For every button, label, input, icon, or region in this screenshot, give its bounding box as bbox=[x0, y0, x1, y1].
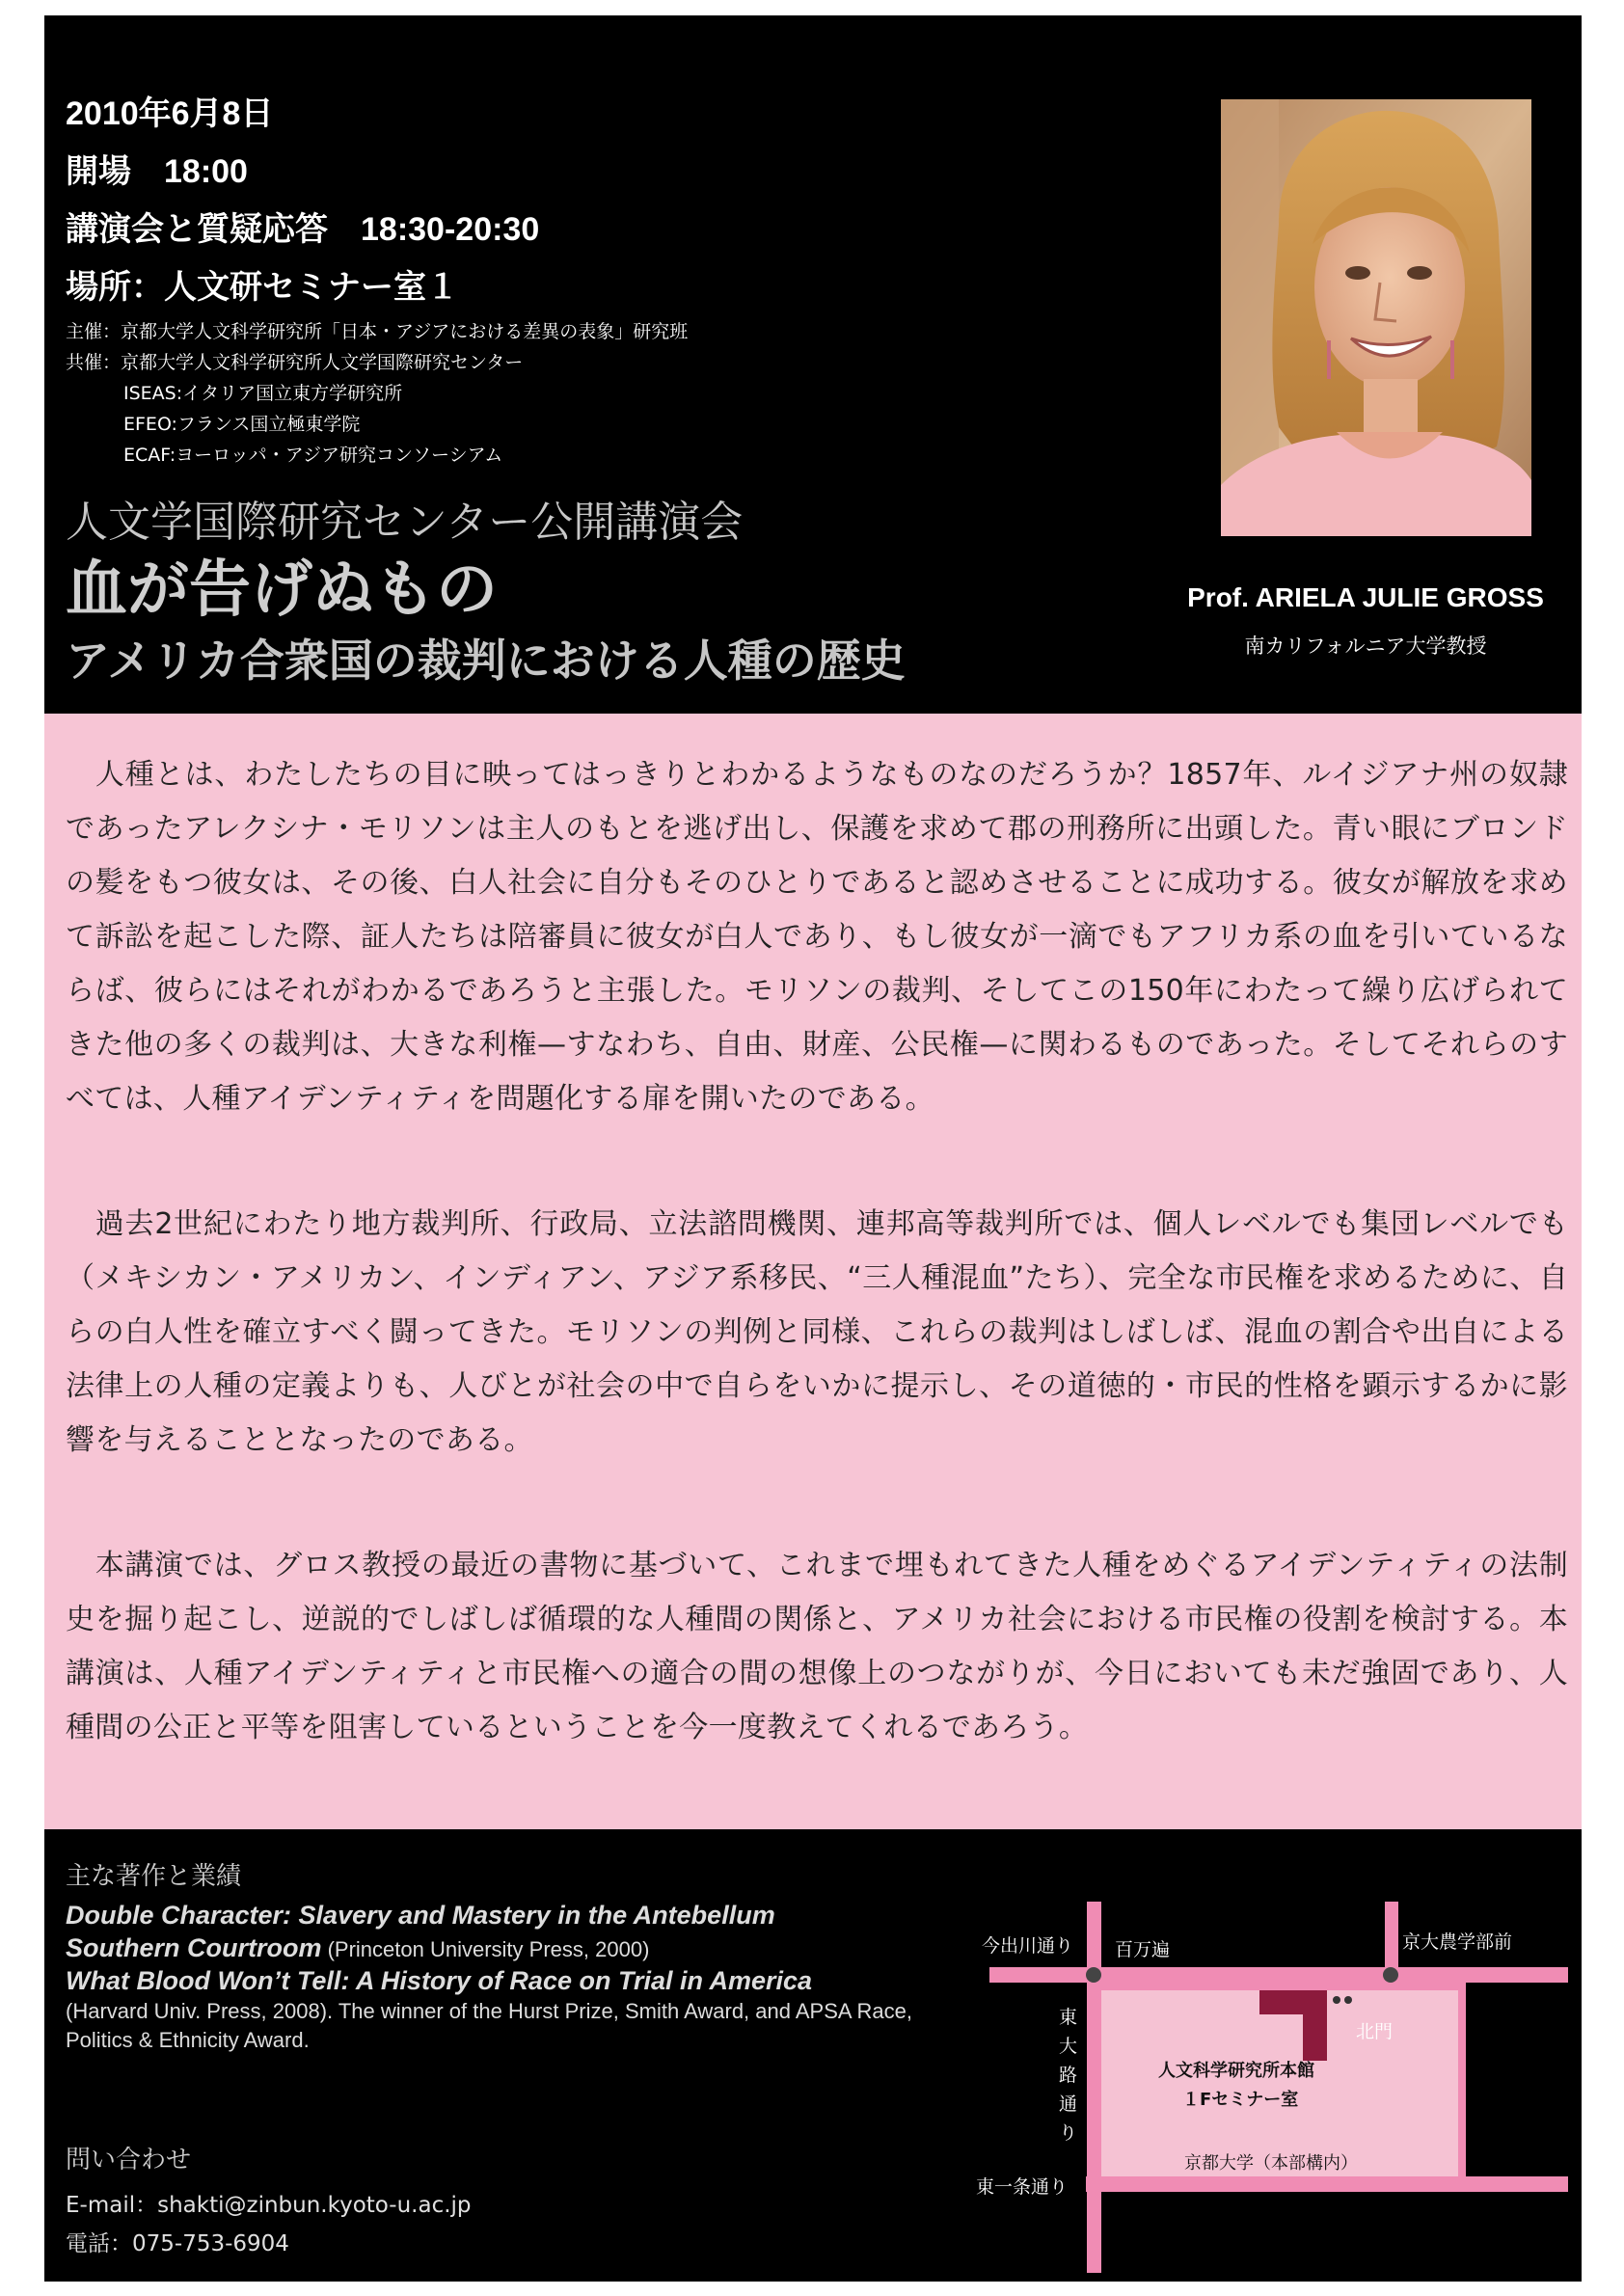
footer-section bbox=[44, 1829, 1582, 2282]
event-open-time: 開場 18:00 bbox=[66, 153, 248, 190]
north-gate-icon bbox=[1333, 1996, 1340, 2004]
label-higashioji-3: 路 bbox=[1059, 2065, 1078, 2086]
speaker-info bbox=[1163, 577, 1568, 665]
label-higashioji-2: 大 bbox=[1059, 2036, 1078, 2057]
partner-iseas: ISEAS:イタリア国立東方学研究所 bbox=[123, 383, 403, 404]
abstract-section bbox=[44, 714, 1582, 1829]
abstract-paragraph: 本講演では、グロス教授の最近の書物に基づいて、これまで埋もれてきた人種をめぐるアイデンティティの法制史を掘り起こし、逆説的でしばしば循環的な人種間の関係と、アメリカ社会における市民権の役割を検討する。本講演は、人種アイデンティティと市民権への適合の間の想像上のつながりが、今日においても未だ強固であり、人種間の公正と平等を阻害しているということを今一度教えてくれるであろう。 bbox=[66, 1549, 1568, 1744]
label-higashioji-4: 通 bbox=[1059, 2093, 1078, 2115]
organizer-host: 主催：京都大学人文科学研究所「日本・アジアにおける差異の表象」研究班 bbox=[66, 321, 689, 342]
event-venue: 場所：人文研セミナー室１ bbox=[66, 269, 459, 306]
label-kitamon: 北門 bbox=[1356, 2021, 1394, 2042]
road-imadegawa bbox=[989, 1967, 1568, 1983]
lecture-title: 血が告げぬもの bbox=[66, 554, 498, 626]
event-date: 2010年6月8日 bbox=[66, 95, 274, 132]
contact-phone: 電話：075-753-6904 bbox=[66, 2231, 289, 2256]
station-hyakumanben-icon bbox=[1086, 1967, 1101, 1983]
lecture-subtitle: アメリカ合衆国の裁判における人種の歴史 bbox=[66, 635, 906, 687]
organizer-cohost: 共催：京都大学人文科学研究所人文学国際研究センター bbox=[66, 352, 524, 373]
speaker-portrait-icon bbox=[1221, 99, 1531, 536]
event-lecture-time: 講演会と質疑応答 18:30-20:30 bbox=[66, 211, 540, 248]
contact-info bbox=[66, 2186, 472, 2263]
label-imadegawa: 今出川通り bbox=[982, 1935, 1074, 1957]
access-map bbox=[970, 1877, 1568, 2282]
speaker-photo bbox=[1221, 99, 1531, 536]
lecture-titles bbox=[66, 496, 906, 690]
station-nougakubu-icon bbox=[1383, 1967, 1398, 1983]
speaker-name: Prof. ARIELA JULIE GROSS bbox=[1187, 582, 1544, 612]
contact-heading: 問い合わせ bbox=[66, 2146, 192, 2174]
event-info bbox=[66, 85, 688, 471]
book2-publisher: (Harvard Univ. Press, 2008). The winner of the Hurst Prize, Smith Award, and APSA Race, Politics & Ethnicity Award. bbox=[66, 1999, 912, 2052]
partner-ecaf: ECAF:ヨーロッパ・アジア研究コンソーシアム bbox=[123, 445, 503, 466]
partner-efeo: EFEO:フランス国立極東学院 bbox=[123, 414, 361, 435]
book1-title-line1: Double Character: Slavery and Mastery in the Antebellum bbox=[66, 1901, 775, 1930]
label-higashioji-5: り bbox=[1059, 2122, 1078, 2144]
works-list bbox=[66, 1899, 934, 2055]
label-higashioji-1: 東 bbox=[1059, 2007, 1078, 2028]
speaker-affiliation: 南カリフォルニア大学教授 bbox=[1244, 635, 1487, 658]
label-higashiichijo: 東一条通り bbox=[976, 2176, 1069, 2198]
label-building: 人文科学研究所本館 bbox=[1158, 2061, 1314, 2081]
lecture-series: 人文学国際研究センター公開講演会 bbox=[66, 498, 744, 547]
label-campus: 京都大学（本部構内） bbox=[1184, 2153, 1358, 2174]
works-heading: 主な著作と業績 bbox=[66, 1862, 242, 1891]
label-room: １Fセミナー室 bbox=[1182, 2090, 1299, 2110]
label-nougakubu: 京大農学部前 bbox=[1402, 1931, 1513, 1953]
abstract-paragraph: 人種とは、わたしたちの目に映ってはっきりとわかるようなものなのだろうか？1857年、ルイジアナ州の奴隷であったアレクシナ・モリソンは主人のもとを逃げ出し、保護を求めて郡の刑務所に出頭した。青い眼にブロンドの髪をもつ彼女は、その後、白人社会に自分もそのひとりであると認めさせることに成功する。彼女が解放を求めて訴訟を起こした際、証人たちは陪審員に彼女が白人であり、もし彼女が一滴でもアフリカ系の血を引いているならば、彼らにはそれがわかるであろうと主張した。モリソンの裁判、そしてこの150年にわたって繰り広げられてきた他の多くの裁判は、大きな利権—すなわち、自由、財産、公民権—に関わるものであった。そしてそれらのすべては、人種アイデンティティを問題化する扉を開いたのである。 bbox=[66, 758, 1568, 1116]
header-section bbox=[44, 15, 1582, 714]
road-higashiichijo bbox=[1086, 2176, 1568, 2192]
contact-email[interactable]: E-mail：shakti@zinbun.kyoto-u.ac.jp bbox=[66, 2193, 472, 2218]
poster bbox=[44, 15, 1582, 2282]
abstract-paragraph: 過去2世紀にわたり地方裁判所、行政局、立法諮問機関、連邦高等裁判所では、個人レベルでも集団レベルでも（メキシカン・アメリカン、インディアン、アジア系移民、“三人種混血”たち）、完全な市民権を求めるために、自らの白人性を確立すべく闘ってきた。モリソンの判例と同様、これらの裁判はしばしば、混血の割合や出自による法律上の人種の定義よりも、人びとが社会の中で自らをいかに提示し、その道徳的・市民的性格を顕示するかに影響を与えることとなったのである。 bbox=[66, 1207, 1568, 1457]
label-hyakumanben: 百万遍 bbox=[1115, 1939, 1171, 1960]
book1-publisher: (Princeton University Press, 2000) bbox=[321, 1937, 650, 1961]
book1-title-line2: Southern Courtroom bbox=[66, 1933, 322, 1962]
book2-title: What Blood Won’t Tell: A History of Race on Trial in America bbox=[66, 1966, 813, 1995]
